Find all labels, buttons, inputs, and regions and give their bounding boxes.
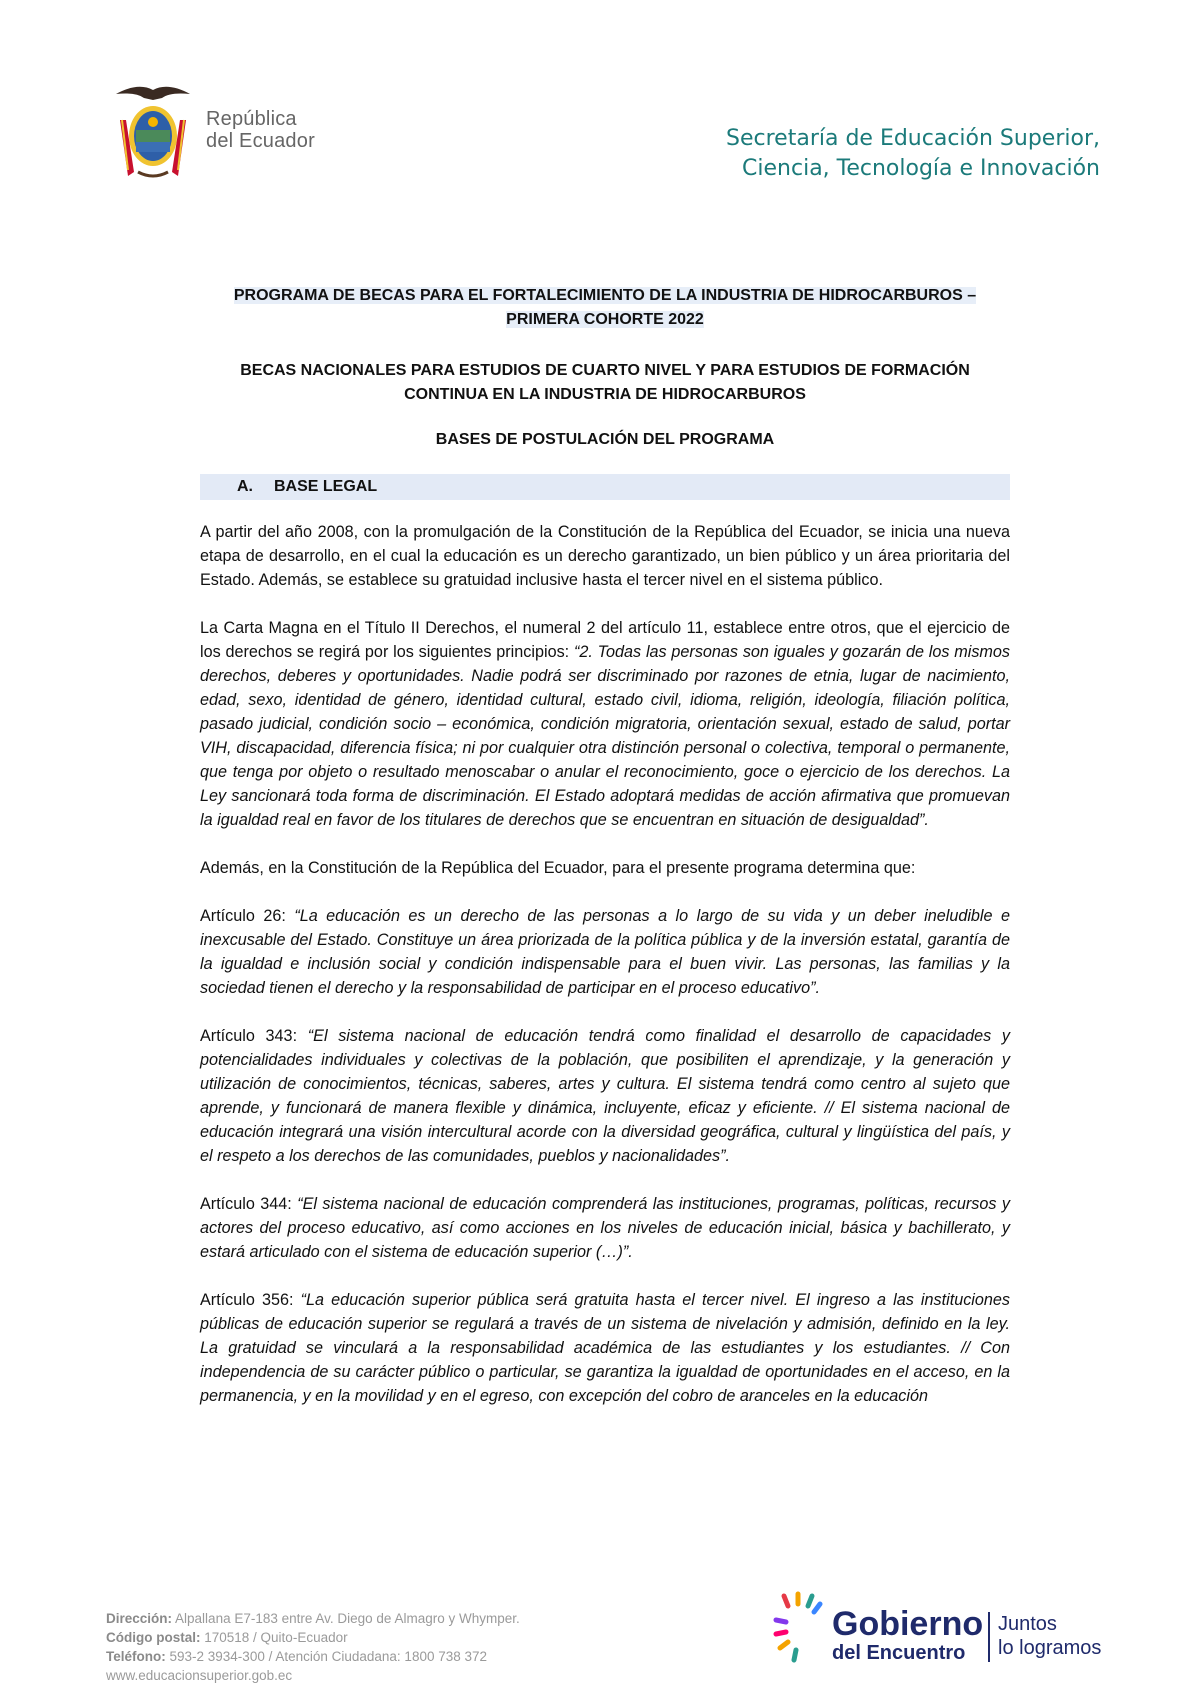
slogan: [998, 1612, 1101, 1660]
document-subtitle-line-2: CONTINUA EN LA INDUSTRIA DE HIDROCARBUROS: [404, 386, 806, 403]
logo-divider: [988, 1612, 990, 1662]
document-subtitle: [200, 359, 1010, 407]
section-label: BASE LEGAL: [274, 478, 378, 495]
postal-label: Código postal:: [106, 1630, 201, 1645]
secretariat-name: [726, 124, 1100, 184]
paragraph-article-344: [200, 1192, 1010, 1264]
article-11-intro: La Carta Magna en el Título II Derechos, el numeral 2 del artículo 11, establece entre otros, que el ejercicio de los derechos se regirá por los siguientes principios:: [200, 619, 1010, 661]
bases-title: BASES DE POSTULACIÓN DEL PROGRAMA: [435, 431, 775, 448]
document-title-line-2: PRIMERA COHORTE 2022: [506, 311, 704, 328]
article-344-quote: “El sistema nacional de educación comprenderá las instituciones, programas, políticas, recursos y actores del proceso educativo, así como acciones en los niveles de educación inicial, básica y bachillerato, y estará articulado con el sistema de educación superior (…)”.: [200, 1195, 1010, 1261]
section-heading-base-legal: [200, 474, 1010, 500]
ecuador-coat-of-arms-icon: [108, 80, 198, 180]
article-11-quote: “2. Todas las personas son iguales y gozarán de los mismos derechos, deberes y oportunidades. Nadie podrá ser discriminado por razones de etnia, lugar de nacimiento, edad, sexo, identidad de género, identidad cultural, estado civil, idioma, religión, ideología, filiación política, pasado judicial, condición socio – económica, condición migratoria, orientación sexual, estado de salud, portar VIH, discapacidad, diferencia física; ni por cualquier otra distinción personal o colectiva, temporal o permanente, que tenga por objeto o resultado menoscabar o anular el reconocimiento, goce o ejercicio de los derechos. La Ley sancionará toda forma de discriminación. El Estado adoptará medidas de acción afirmativa que promuevan la igualdad real en favor de los titulares de derechos que se encuentran en situación de desigualdad”.: [200, 643, 1011, 829]
footer-address: [106, 1609, 520, 1628]
slogan-line-1: Juntos: [998, 1613, 1057, 1635]
footer-phone: [106, 1647, 520, 1666]
slogan-line-2: lo logramos: [998, 1637, 1102, 1659]
footer-website[interactable]: www.educacionsuperior.gob.ec: [106, 1668, 293, 1683]
paragraph-article-356: [200, 1288, 1010, 1408]
postal-value: 170518 / Quito-Ecuador: [200, 1630, 348, 1645]
document-subtitle-line-1: BECAS NACIONALES PARA ESTUDIOS DE CUARTO NIVEL Y PARA ESTUDIOS DE FORMACIÓN: [240, 362, 970, 379]
gobierno-word: Gobierno: [832, 1605, 984, 1643]
gobierno-sub: del Encuentro: [832, 1642, 966, 1664]
footer-contact: [106, 1609, 520, 1685]
article-356-quote: “La educación superior pública será gratuita hasta el tercer nivel. El ingreso a las instituciones públicas de educación superior se regulará a través de un sistema de nivelación y admisión, definido en la ley. La gratuidad se vinculará a la responsabilidad académica de las estudiantes y los estudiantes. // Con independencia de su carácter público o particular, se garantiza la igualdad de oportunidades en el acceso, en la permanencia, y en la movilidad y en el egreso, con excepción del cobro de aranceles en la educación: [200, 1291, 1010, 1405]
gobierno-spark-icon: [770, 1590, 828, 1670]
republic-header: [108, 80, 315, 180]
secretariat-line-1: Secretaría de Educación Superior,: [726, 126, 1100, 151]
republic-line-1: República: [206, 108, 297, 130]
address-value: Alpallana E7-183 entre Av. Diego de Almagro y Whymper.: [172, 1611, 520, 1626]
address-label: Dirección:: [106, 1611, 173, 1626]
gobierno-logo: [770, 1590, 1110, 1680]
article-26-quote: “La educación es un derecho de las personas a lo largo de su vida y un deber ineludible e inexcusable del Estado. Constituye un área priorizada de la política pública y de la inversión estatal, garantía de la igualdad e inclusión social y condición indispensable para el buen vivir. Las personas, las familias y la sociedad tienen el derecho y la responsabilidad de participar en el proceso educativo”.: [200, 907, 1010, 997]
section-letter: A.: [237, 478, 253, 495]
republic-name: [206, 108, 315, 152]
article-26-label: Artículo 26:: [200, 907, 295, 925]
footer-postal: [106, 1628, 520, 1647]
phone-value: 593-2 3934-300 / Atención Ciudadana: 1800 738 372: [165, 1649, 488, 1664]
paragraph-intro: A partir del año 2008, con la promulgación de la Constitución de la República del Ecuador, se inicia una nueva etapa de desarrollo, en el cual la educación es un derecho garantizado, un bien público y un área prioritaria del Estado. Además, se establece su gratuidad inclusive hasta el tercer nivel en el sistema público.: [200, 523, 1010, 589]
phone-label: Teléfono:: [106, 1649, 166, 1664]
document-title: [200, 284, 1010, 332]
article-343-quote: “El sistema nacional de educación tendrá como finalidad el desarrollo de capacidades y potencialidades individuales y colectivas de la población, que posibiliten el aprendizaje, y la generación y utilización de conocimientos, técnicas, saberes, artes y cultura. El sistema tendrá como centro al sujeto que aprende, y funcionará de manera flexible y dinámica, incluyente, eficaz y eficiente. // El sistema nacional de educación integrará una visión intercultural acorde con la diversidad geográfica, cultural y lingüística del país, y el respeto a los derechos de las comunidades, pueblos y nacionalidades”.: [200, 1027, 1010, 1165]
paragraph-article-343: [200, 1024, 1010, 1168]
article-343-label: Artículo 343:: [200, 1027, 308, 1045]
paragraph-article-11: [200, 616, 1010, 832]
document-body: [200, 520, 1010, 1432]
article-356-label: Artículo 356:: [200, 1291, 301, 1309]
paragraph-article-26: [200, 904, 1010, 1000]
article-344-label: Artículo 344:: [200, 1195, 298, 1213]
paragraph-constitution: Además, en la Constitución de la República del Ecuador, para el presente programa determina que:: [200, 859, 916, 877]
republic-line-2: del Ecuador: [206, 130, 315, 152]
secretariat-line-2: Ciencia, Tecnología e Innovación: [742, 156, 1100, 181]
document-title-line-1: PROGRAMA DE BECAS PARA EL FORTALECIMIENTO DE LA INDUSTRIA DE HIDROCARBUROS –: [233, 287, 977, 304]
